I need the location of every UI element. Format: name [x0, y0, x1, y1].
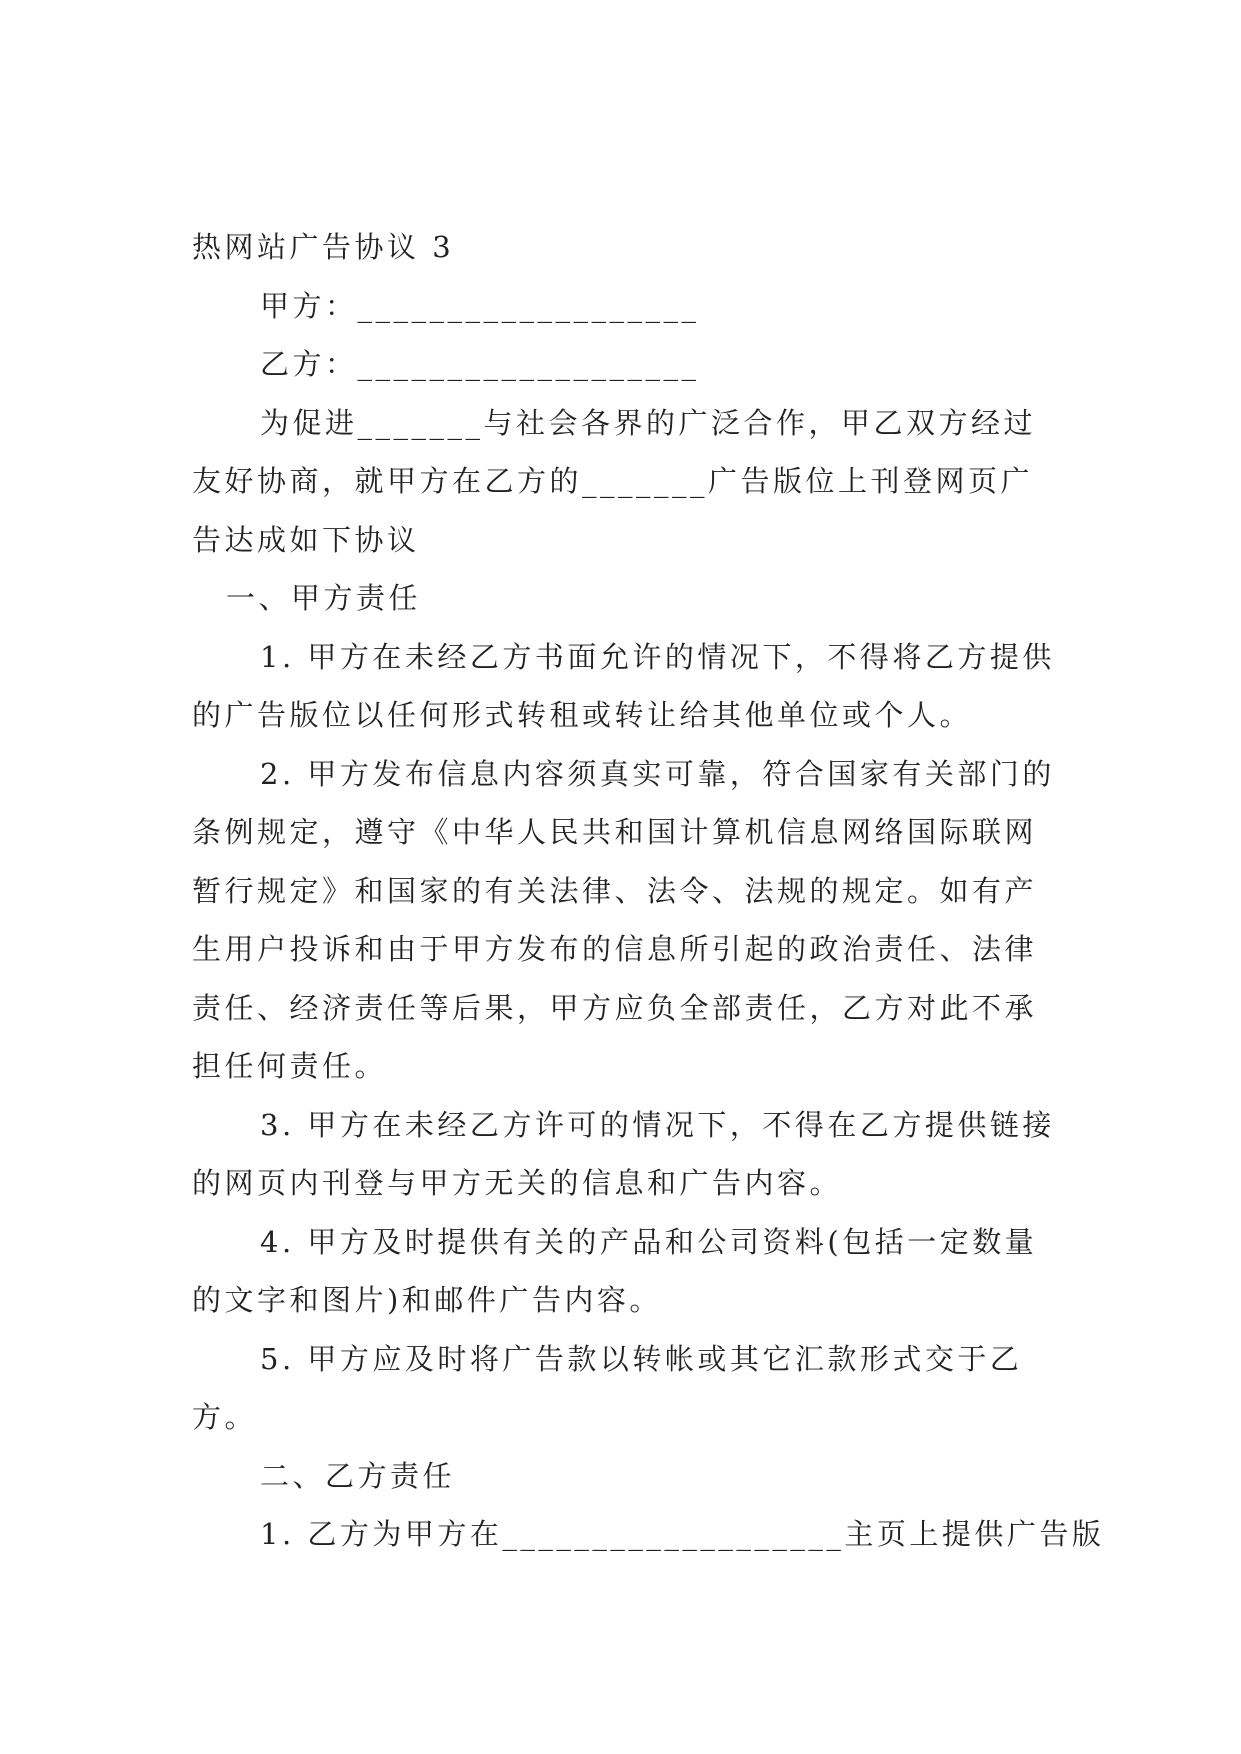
- clause-a2-line-3: 暂行规定》和国家的有关法律、法令、法规的规定。如有产: [192, 873, 1038, 908]
- clause-a1-line-2: 的广告版位以任何形式转租或转让给其他单位或个人。: [192, 698, 973, 732]
- clause-a4-line-1: 4. 甲方及时提供有关的产品和公司资料(包括一定数量: [260, 1224, 1038, 1259]
- clause-a2-line-6: 担任何责任。: [192, 1049, 388, 1083]
- preamble-line-2: 友好协商，就甲方在乙方的_______广告版位上刊登网页广: [192, 464, 1034, 498]
- party-a-line: 甲方：___________________: [260, 288, 700, 323]
- document-body: [192, 218, 1105, 1564]
- clause-a1-line-1: 1. 甲方在未经乙方书面允许的情况下，不得将乙方提供: [260, 639, 1055, 674]
- clause-a2-line-4: 生用户投诉和由于甲方发布的信息所引起的政治责任、法律: [192, 932, 1038, 966]
- clause-a3-line-1: 3. 甲方在未经乙方许可的情况下，不得在乙方提供链接: [260, 1107, 1055, 1142]
- preamble-line-1: 为促进_______与社会各界的广泛合作，甲乙双方经过: [260, 405, 1037, 440]
- document-title: 热网站广告协议 3: [192, 230, 455, 264]
- clause-a4-line-2: 的文字和图片)和邮件广告内容。: [192, 1283, 662, 1317]
- clause-a5-line-2: 方。: [192, 1400, 258, 1434]
- clause-a3-line-2: 的网页内刊登与甲方无关的信息和广告内容。: [192, 1166, 843, 1200]
- clause-b1-line-1: 1. 乙方为甲方在___________________主页上提供广告版: [260, 1517, 1105, 1551]
- clause-a2-line-1: 2. 甲方发布信息内容须真实可靠，符合国家有关部门的: [260, 756, 1055, 791]
- section-heading-party-a: 一、甲方责任: [226, 581, 422, 615]
- section-heading-party-b: 二、乙方责任: [260, 1458, 456, 1493]
- clause-a5-line-1: 5. 甲方应及时将广告款以转帐或其它汇款形式交于乙: [260, 1341, 1023, 1376]
- clause-a2-line-5: 责任、经济责任等后果，甲方应负全部责任，乙方对此不承: [192, 990, 1038, 1025]
- preamble-line-3: 告达成如下协议: [192, 522, 420, 557]
- clause-a2-line-2: 条例规定，遵守《中华人民共和国计算机信息网络国际联网: [192, 815, 1038, 849]
- party-b-line: 乙方：___________________: [260, 347, 700, 381]
